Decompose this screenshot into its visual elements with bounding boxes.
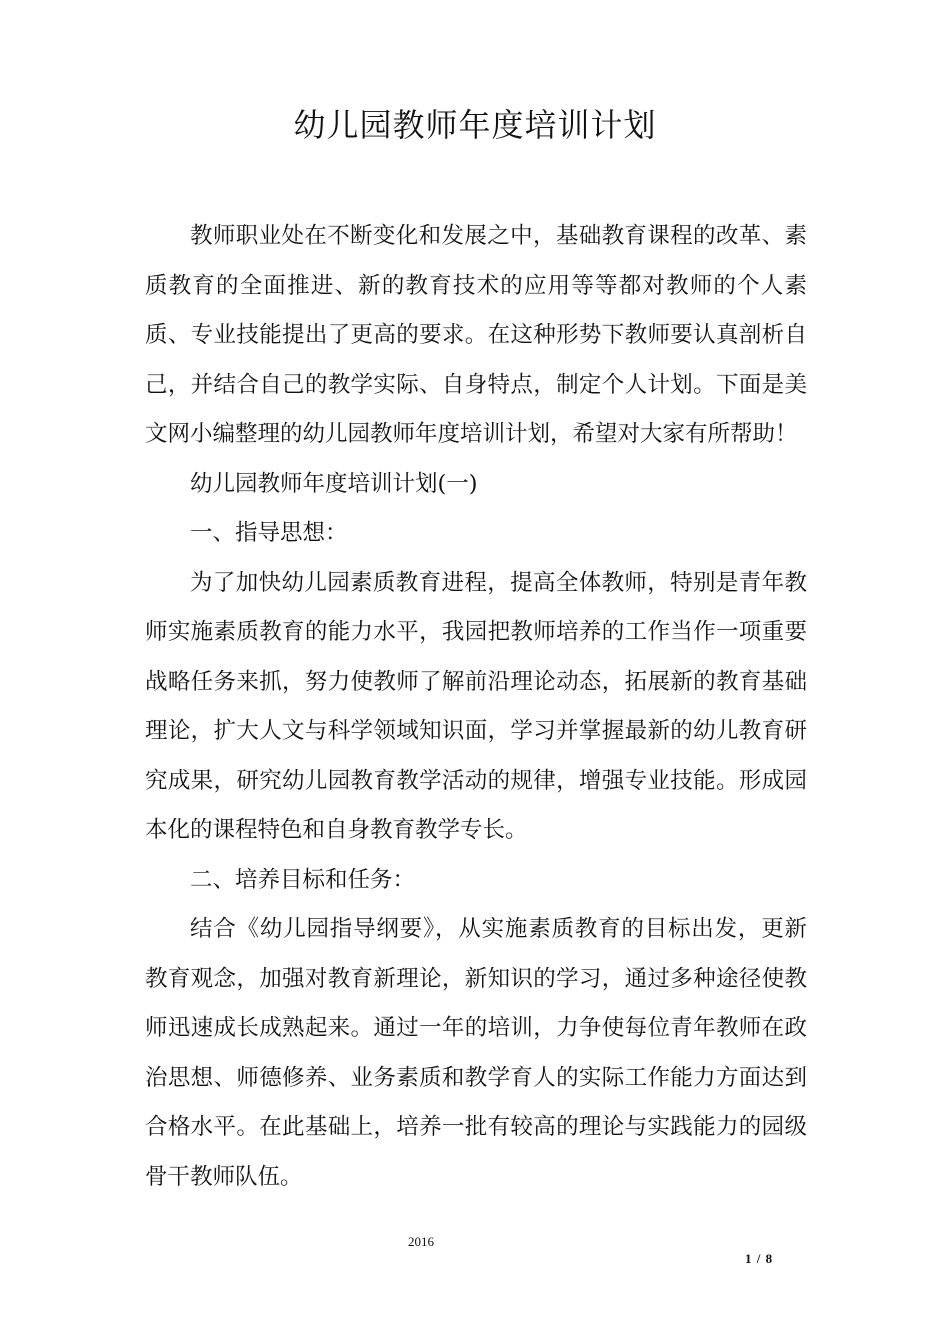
training-goals-paragraph: 结合《幼儿园指导纲要》，从实施素质教育的目标出发，更新教育观念，加强对教育新理论，新知识的学习，通过多种途径使教师迅速成长成熟起来。通过一年的培训，力争使每位青年教师在政治思想、师德修养、业务素质和教学育人的实际工作能力方面达到合格水平。在此基础上，培养一批有较高的理论与实践能力的园级骨干教师队伍。 — [145, 916, 807, 1190]
section-heading-training-goals: 二、培养目标和任务： — [190, 866, 416, 893]
page-indicator: 1 / 8 — [745, 1251, 774, 1266]
footer-year: 2016 — [408, 1234, 434, 1249]
document-body — [145, 212, 807, 1202]
guiding-ideology-paragraph: 为了加快幼儿园素质教育进程，提高全体教师，特别是青年教师实施素质教育的能力水平，我园把教师培养的工作当作一项重要战略任务来抓，努力使教师了解前沿理论动态，拓展新的教育基础理论，扩大人文与科学领域知识面，学习并掌握最新的幼儿教育研究成果，研究幼儿园教育教学活动的规律，增强专业技能。形成园本化的课程特色和自身教育教学专长。 — [145, 569, 807, 843]
plan-subtitle: 幼儿园教师年度培训计划(一) — [190, 470, 478, 497]
section-heading-guiding-ideology: 一、指导思想： — [190, 520, 348, 546]
document-title: 幼儿园教师年度培训计划 — [293, 106, 657, 144]
intro-paragraph: 教师职业处在不断变化和发展之中，基础教育课程的改革、素质教育的全面推进、新的教育技术的应用等等都对教师的个人素质、专业技能提出了更高的要求。在这种形势下教师要认真剖析自己，并结合自己的教学实际、自身特点，制定个人计划。下面是美文网小编整理的幼儿园教师年度培训计划，希望对大家有所帮助！ — [145, 223, 807, 447]
